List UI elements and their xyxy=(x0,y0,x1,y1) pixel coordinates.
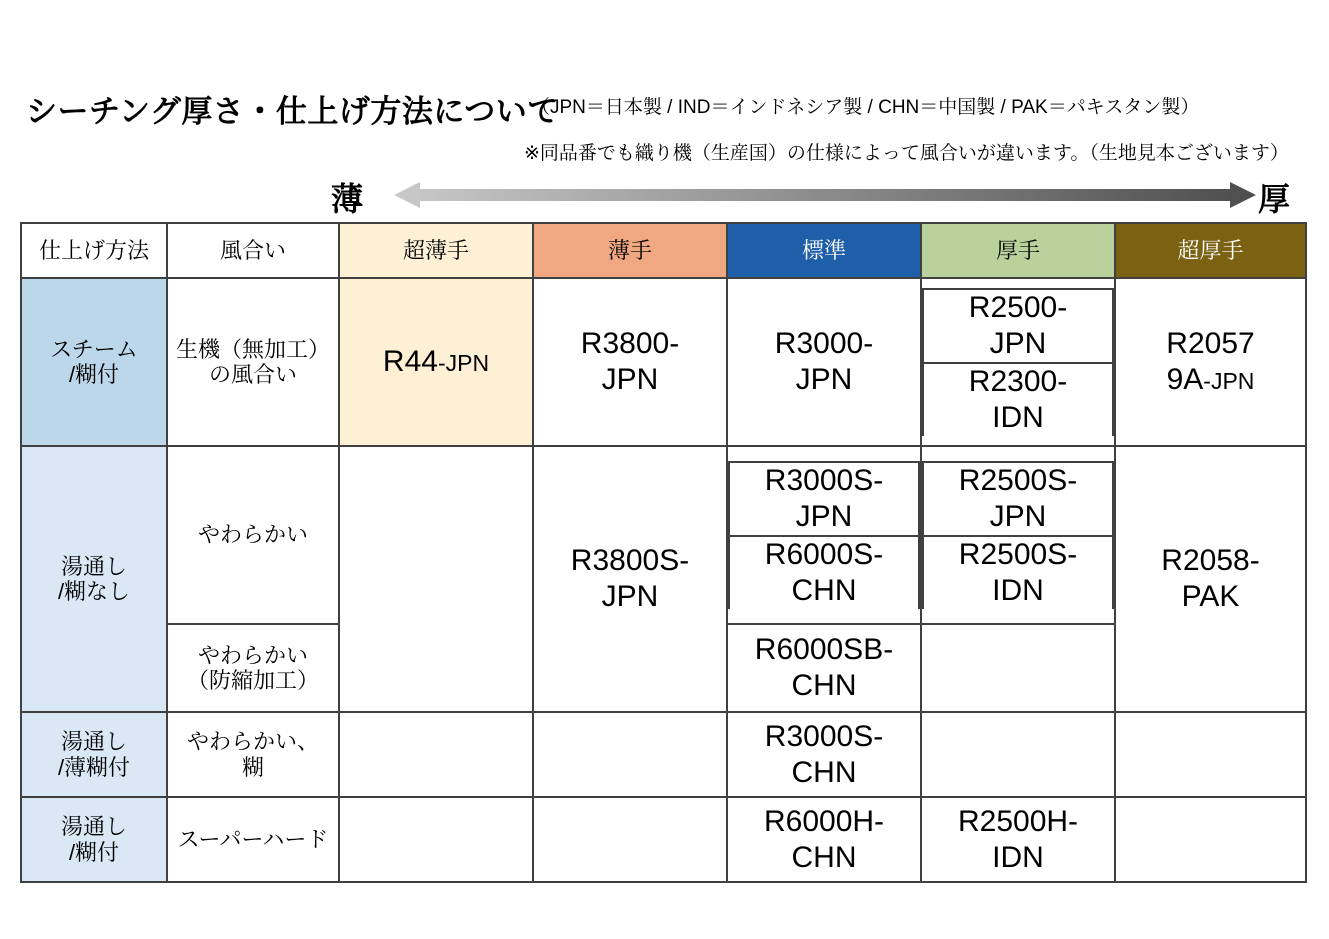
scale-label-thick: 厚 xyxy=(1258,181,1291,217)
product-code: R2300- IDN xyxy=(968,365,1068,434)
method-label-line1: 湯通し xyxy=(60,814,127,840)
feel-label-line2: の風合い xyxy=(208,362,297,387)
cell-r2500s-jpn-idn xyxy=(921,446,1115,624)
header-grade-thick: 厚手 xyxy=(921,223,1115,278)
method-label-line1: 湯通し xyxy=(60,729,127,755)
method-label-line1: スチーム xyxy=(50,336,138,362)
cell-r3000s-r6000s xyxy=(727,446,921,624)
product-code: R2500H- IDN xyxy=(957,804,1079,874)
cell-r6000sb xyxy=(727,624,921,712)
feel-superhard xyxy=(167,797,339,882)
feel-label-line2: （防縮加工） xyxy=(186,668,319,693)
table-row xyxy=(21,278,1306,446)
method-label-line2: /糊なし xyxy=(57,579,131,604)
cell-r2500 xyxy=(923,289,1113,363)
header-grade-standard: 標準 xyxy=(727,223,921,278)
cell-r3000s-chn xyxy=(727,712,921,797)
page-title: シーチング厚さ・仕上げ方法について xyxy=(26,94,559,129)
product-code: R3000S- JPN xyxy=(764,464,884,533)
product-code: R6000SB- CHN xyxy=(754,633,894,702)
header-grade-ultrathick: 超厚手 xyxy=(1115,223,1306,278)
method-label-line2: /糊付 xyxy=(68,839,120,865)
product-code: R3800S- JPN xyxy=(570,544,690,613)
table-row xyxy=(21,712,1306,797)
method-yudoshi-noglue xyxy=(21,446,167,712)
feel-label-line1: スーパーハード xyxy=(177,826,329,852)
cell-r3000 xyxy=(727,278,921,446)
cell-r2500s-idn xyxy=(923,536,1113,609)
gradient-arrow-icon xyxy=(394,180,1256,210)
thickness-finish-table xyxy=(20,222,1305,882)
table-row xyxy=(21,797,1306,882)
feel-label-line1: やわらかい xyxy=(197,522,308,548)
method-label-line2: /糊付 xyxy=(68,362,120,387)
cell-empty-g1-row5 xyxy=(339,797,533,882)
product-code: R6000H- CHN xyxy=(763,804,885,874)
feel-soft-antishrink xyxy=(167,624,339,712)
feel-soft xyxy=(167,446,339,624)
product-code: R2500- JPN xyxy=(968,291,1068,360)
product-code: R2057 9A-JPN xyxy=(1166,327,1255,396)
header-grade-ultrathin: 超薄手 xyxy=(339,223,533,278)
cell-r2500-r2300 xyxy=(921,278,1115,446)
product-code: R2500S- JPN xyxy=(958,464,1078,533)
product-code: R2058- PAK xyxy=(1161,544,1260,613)
scale-label-thin: 薄 xyxy=(331,181,364,217)
method-yudoshi-thinglue xyxy=(21,712,167,797)
product-code: R2500S- IDN xyxy=(958,538,1078,607)
cell-r44 xyxy=(339,278,533,446)
cell-r3000s xyxy=(729,462,919,536)
caution-note: ※同品番でも織り機（生産国）の仕様によって風合いが違います。（生地見本ございます） xyxy=(524,143,1289,164)
product-code: R6000S- CHN xyxy=(764,538,884,607)
header xyxy=(26,78,1306,178)
product-code: R3000S- CHN xyxy=(764,719,884,789)
cell-r3800 xyxy=(533,278,727,446)
cell-r6000h xyxy=(727,797,921,882)
cell-empty-g5-row4 xyxy=(1115,712,1306,797)
method-yudoshi-glue xyxy=(21,797,167,882)
method-label-line2: /薄糊付 xyxy=(57,754,131,780)
feel-soft-glue xyxy=(167,712,339,797)
method-steam-glue xyxy=(21,278,167,446)
feel-label-line2: 糊 xyxy=(241,754,264,780)
cell-empty-g4-row3 xyxy=(921,624,1115,712)
product-code: R44-JPN xyxy=(382,345,490,378)
feel-greige xyxy=(167,278,339,446)
cell-r20579a xyxy=(1115,278,1306,446)
cell-r2500h xyxy=(921,797,1115,882)
origin-legend: （JPN＝日本製 / IND＝インドネシア製 / CHN＝中国製 / PAK＝パキスタン製） xyxy=(531,97,1200,118)
product-code: R3000- JPN xyxy=(774,327,874,396)
feel-label-line1: やわらかい xyxy=(197,642,308,668)
cell-r2300 xyxy=(923,363,1113,436)
header-method: 仕上げ方法 xyxy=(21,223,167,278)
cell-empty-g5-row5 xyxy=(1115,797,1306,882)
feel-label-line1: 生機（無加工） xyxy=(175,336,330,362)
thickness-scale xyxy=(26,172,1306,220)
table-row xyxy=(21,446,1306,624)
method-label-line1: 湯通し xyxy=(60,553,127,579)
cell-r3800s xyxy=(533,446,727,712)
product-code: R3800- JPN xyxy=(580,327,680,396)
cell-empty-g4-row4 xyxy=(921,712,1115,797)
cell-r2058 xyxy=(1115,446,1306,712)
cell-empty-g1-row4 xyxy=(339,712,533,797)
cell-empty-g1 xyxy=(339,446,533,712)
cell-empty-g2-row5 xyxy=(533,797,727,882)
header-feel: 風合い xyxy=(167,223,339,278)
table-header-row xyxy=(21,223,1306,278)
header-grade-thin: 薄手 xyxy=(533,223,727,278)
feel-label-line1: やわらかい、 xyxy=(186,729,319,755)
cell-r2500s-jpn xyxy=(923,462,1113,536)
cell-r6000s xyxy=(729,536,919,609)
cell-empty-g2-row4 xyxy=(533,712,727,797)
